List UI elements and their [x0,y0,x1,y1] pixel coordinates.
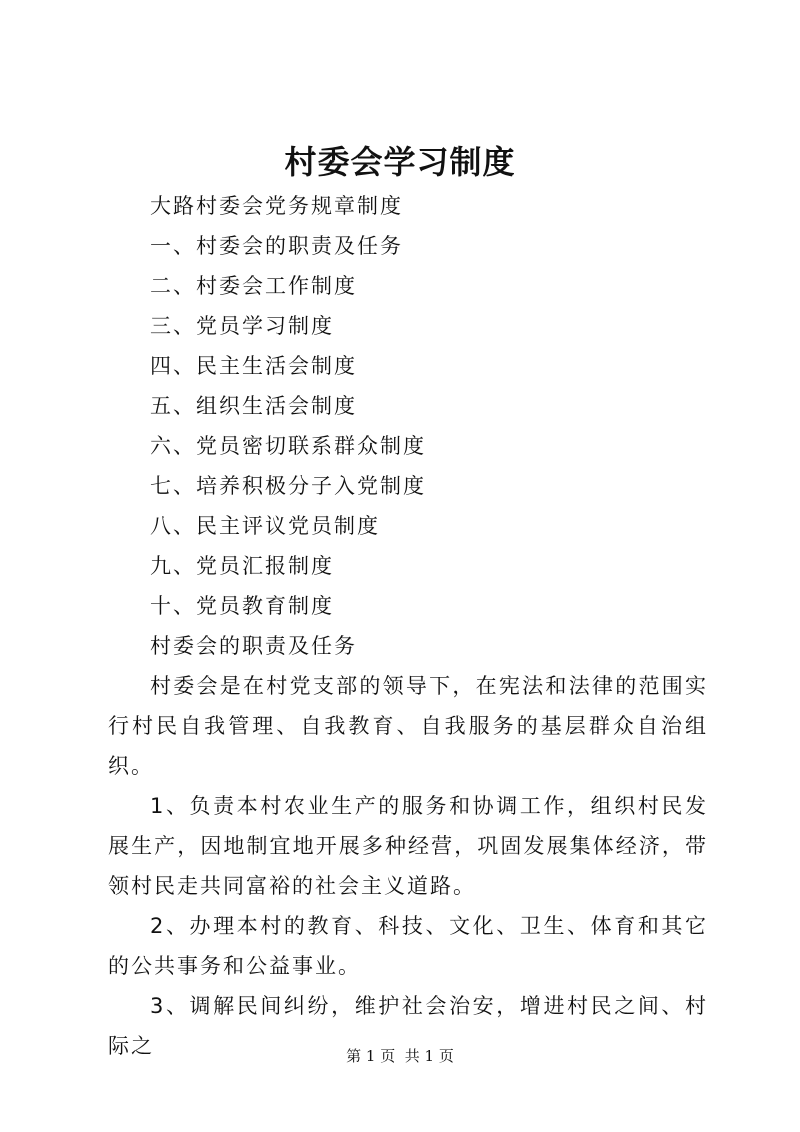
body-line: 七、培养积极分子入党制度 [150,474,426,498]
body-line: 二、村委会工作制度 [150,274,357,298]
body-paragraph: 1、负责本村农业生产的服务和协调工作，组织村民发展生产，因地制宜地开展多种经营，巩固发展集体经济，带领村民走共同富裕的社会主义道路。 [108,794,708,898]
body-line: 一、村委会的职责及任务 [150,234,403,258]
body-paragraph: 3、调解民间纠纷，维护社会治安，增进村民之间、村际之 [108,994,708,1058]
page-footer [0,1046,800,1066]
body-line: 五、组织生活会制度 [150,394,357,418]
body-line: 村委会的职责及任务 [150,634,357,658]
page-number: 第 1 页 [346,1047,396,1065]
body-line: 六、党员密切联系群众制度 [150,434,426,458]
document-title: 村委会学习制度 [284,143,516,181]
page-total: 共 1 页 [404,1047,454,1065]
body-line: 四、民主生活会制度 [150,354,357,378]
body-paragraph: 2、办理本村的教育、科技、文化、卫生、体育和其它的公共事务和公益事业。 [108,914,708,978]
document-body [108,186,708,1066]
body-paragraph: 村委会是在村党支部的领导下，在宪法和法律的范围实行村民自我管理、自我教育、自我服务的基层群众自治组织。 [108,674,708,778]
body-line: 大路村委会党务规章制度 [150,194,403,218]
body-line: 三、党员学习制度 [150,314,334,338]
body-line: 八、民主评议党员制度 [150,514,380,538]
body-line: 九、党员汇报制度 [150,554,334,578]
body-line: 十、党员教育制度 [150,594,334,618]
